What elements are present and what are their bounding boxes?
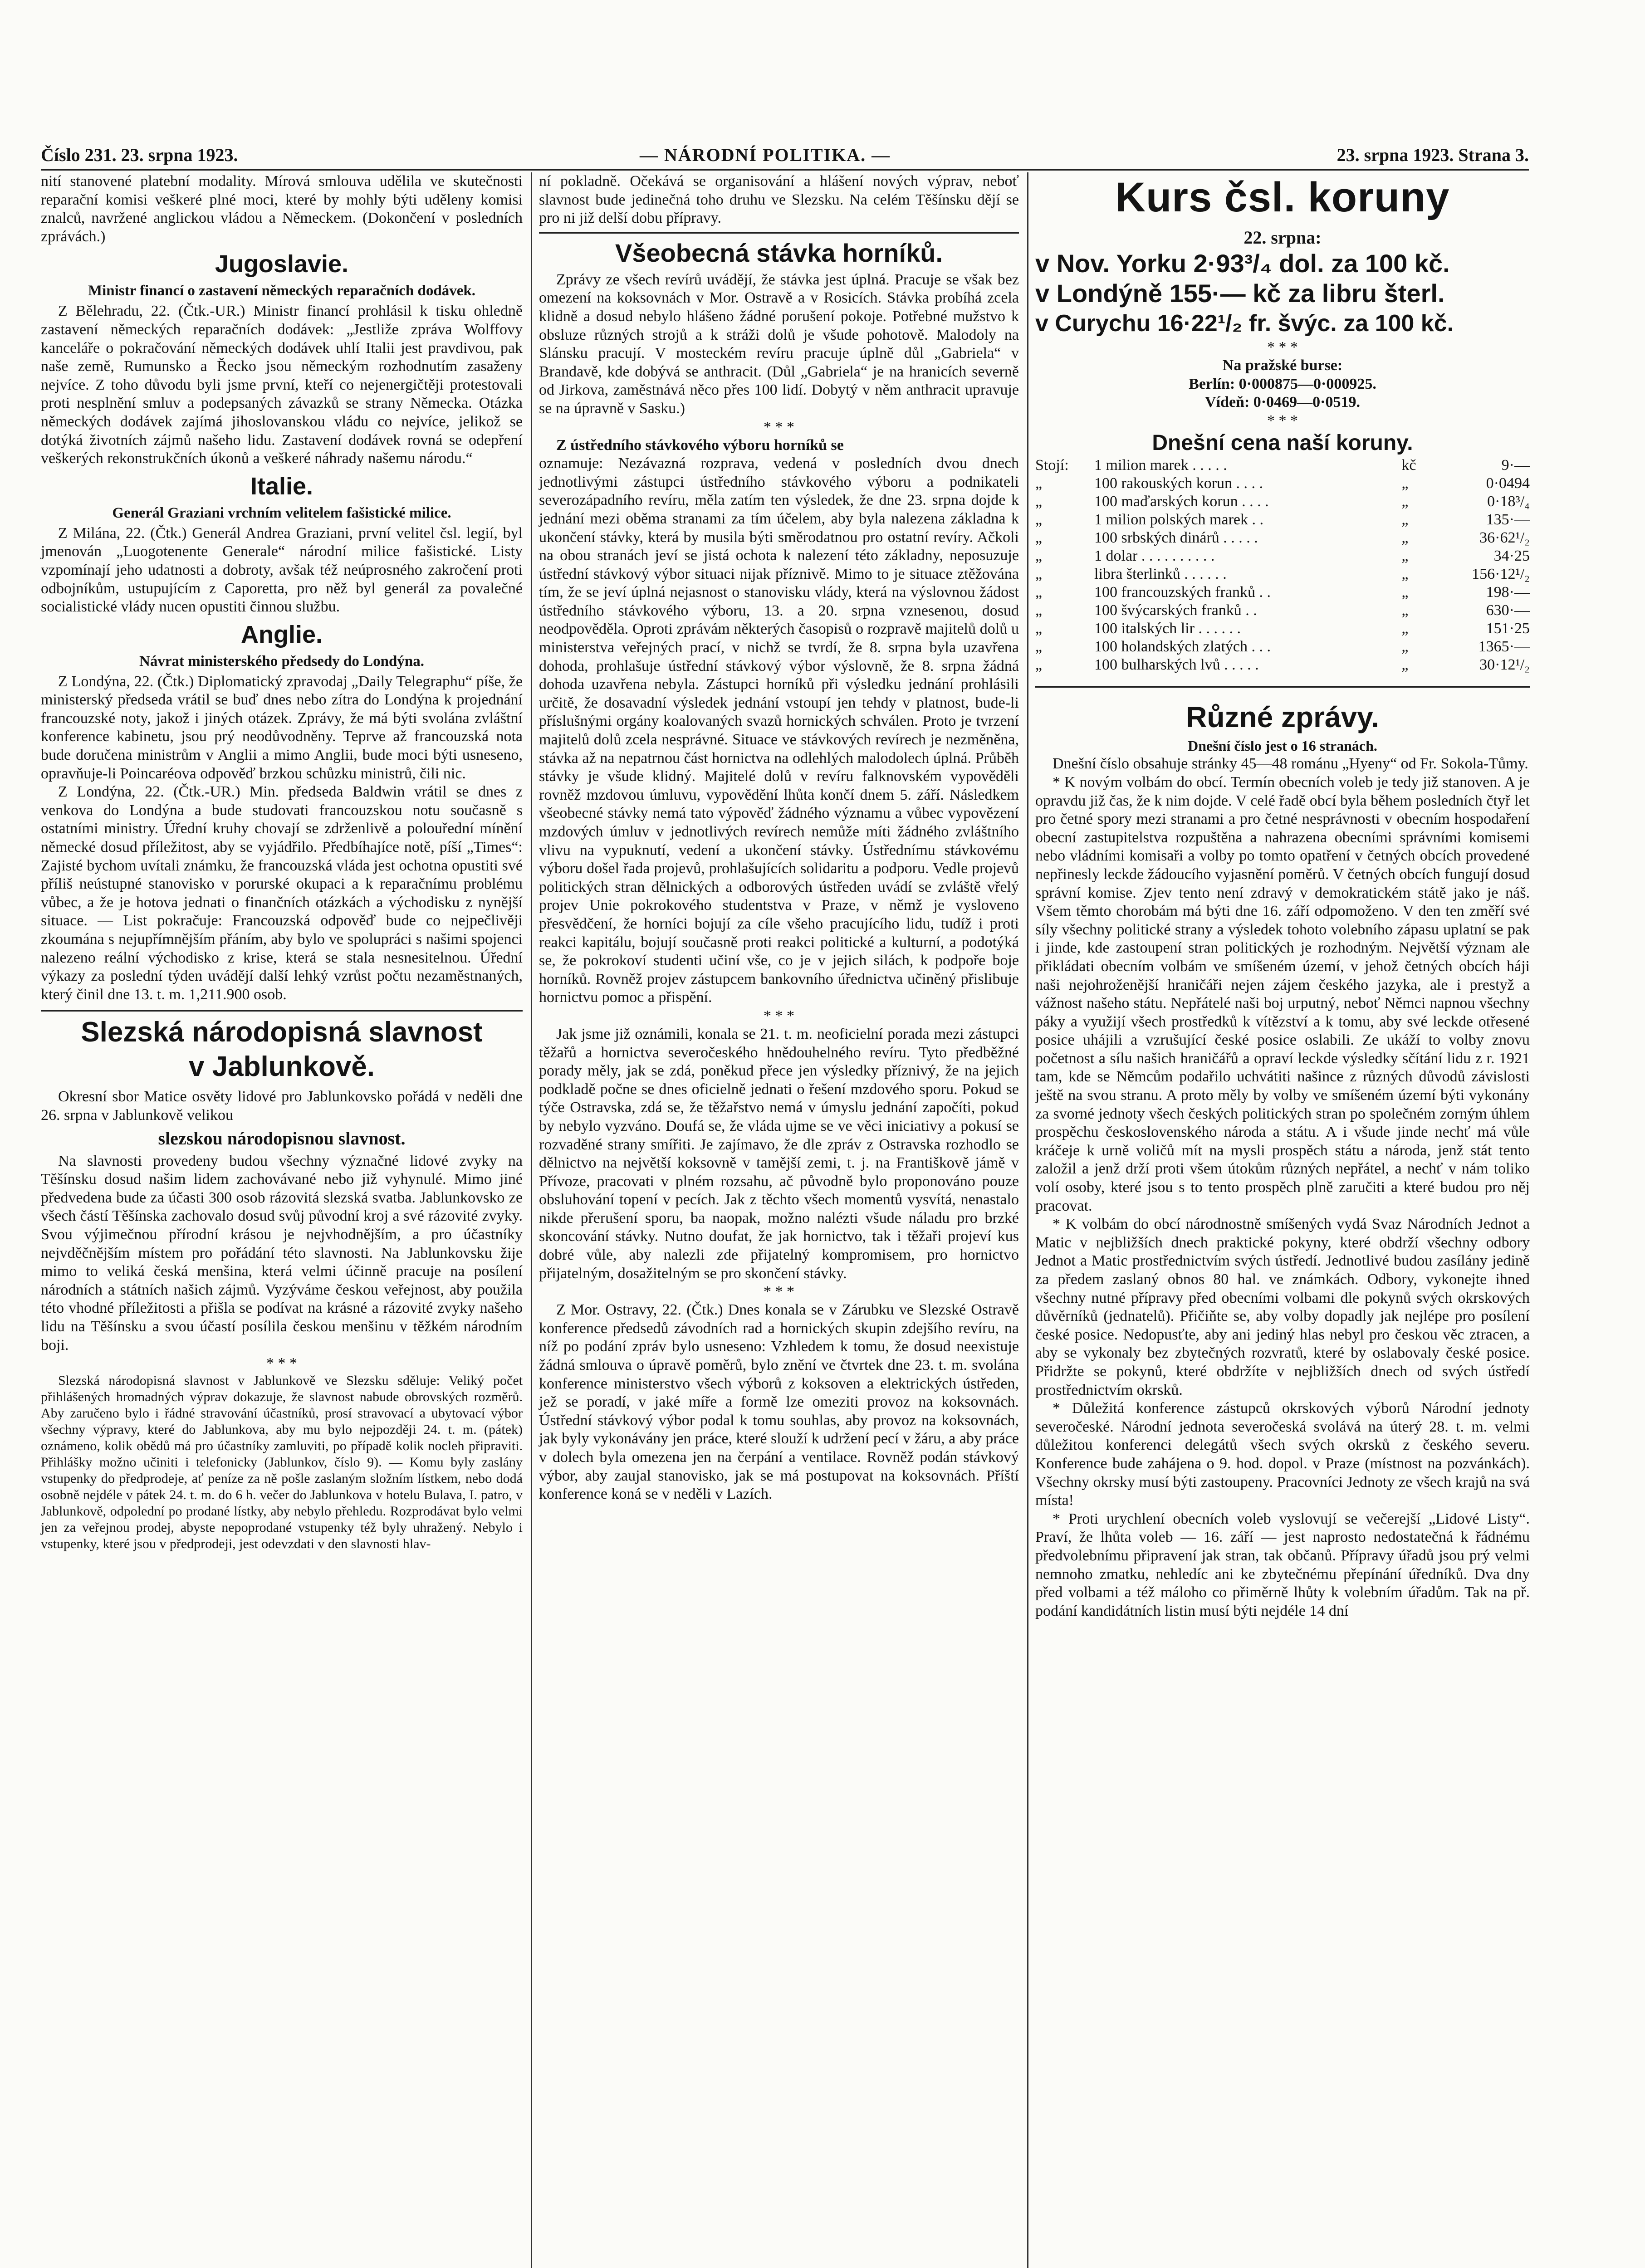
column-1	[41, 172, 523, 1552]
section-heading: Anglie.	[240, 621, 323, 648]
currency-unit: „	[1401, 547, 1409, 564]
currency-row	[1035, 583, 1530, 601]
subheading: Ministr financí o zastavení německých reparačních dodávek.	[88, 283, 475, 299]
currency-row-lead: Stojí:	[1035, 456, 1069, 474]
currency-row	[1035, 638, 1530, 656]
currency-value: 198·—	[1486, 583, 1530, 601]
subheading: slezskou národopisnou slavnost.	[158, 1128, 406, 1149]
currency-row-lead: „	[1035, 583, 1043, 601]
currency-row	[1035, 547, 1530, 565]
paragraph: * K volbám do obcí národnostně smíšených vydá Svaz Národních Jednot a Matic v nejbližších dnech praktické pokyny, které obdrží všechny odbory Jednot a Matic prostřednictvím svých ústředí. Jednotlivé budou zasílány jedině za předem zaslaný obnos 80 hal. ve známkách. Odbory, vykonejte ihned všechny nutné přípravy před obecními volbami dle pokynů svých okrskových důvěrníků (jednatelů). Přičiňte se, aby volby dopadly jak nejlépe pro posílení české posice. Nedopusťte, aby ani jediný hlas nebyl pro českou věc ztracen, a aby se vykonaly bez zbytečných rozvratů, které by oslabovaly české posice. Přidržte se pokynů, které obdržíte v nejbližších dnech od svých ústředí prostřednictvím okrsků.	[1035, 1216, 1530, 1398]
divider	[1035, 686, 1530, 688]
currency-item: 100 maďarských korun . . . .	[1094, 493, 1269, 510]
currency-unit: „	[1401, 474, 1409, 492]
paragraph: Z Londýna, 22. (Čtk.) Diplomatický zpravodaj „Daily Telegraphu“ píše, že ministerský předseda vrátil se buď dnes nebo zítra do Londýna k projednání francouzské noty, jakož i jiných otázek. Zprávy, že má býti svolána zvláštní konference kabinetu, jsou prý neodůvodněny. Teprve až francouzská nota bude doručena ministrům v Anglii a mimo Anglii, bude moci býti usneseno, opravňuje-li Poincaréova odpověď brzkou schůzku ministrů, čili nic.	[41, 673, 523, 782]
currency-row	[1035, 456, 1530, 474]
rate-new-york: v Nov. Yorku 2·93³/₄ dol. za 100 kč.	[1035, 249, 1450, 278]
separator-stars: * * *	[1267, 339, 1298, 356]
paragraph-lead: Z ústředního stávkového výboru horníků se	[556, 436, 844, 454]
currency-value: 630·—	[1486, 601, 1530, 619]
section-heading: Jugoslavie.	[215, 250, 349, 278]
currency-unit: „	[1401, 529, 1409, 546]
currency-row	[1035, 656, 1530, 674]
currency-value: 9·—	[1501, 456, 1530, 474]
paragraph: * Důležitá konference zástupců okrskových výborů Národní jednoty severočeské. Národní jednota severočeská svolává na úterý 28. t. m. velmi důležitou konferenci delegátů všech svých okrsků z českého severu. Konference bude zahájena o 9. hod. dopol. v Praze (místnost na pozvánkách). Všechny okrsky musí býti zastoupeny. Pracovníci Jednoty ze všech krajů na svá místa!	[1035, 1400, 1530, 1509]
divider	[41, 1010, 523, 1012]
currency-row-lead: „	[1035, 547, 1043, 564]
currency-item: libra šterlinků . . . . . .	[1094, 565, 1227, 582]
section-heading: Italie.	[250, 472, 313, 500]
currency-row-lead: „	[1035, 565, 1043, 582]
currency-unit: „	[1401, 583, 1409, 601]
column-3	[1035, 172, 1530, 1620]
burse-title: Na pražské burse:	[1222, 357, 1343, 374]
currency-row-lead: „	[1035, 511, 1043, 528]
currency-item: 1 dolar . . . . . . . . . .	[1094, 547, 1215, 564]
currency-unit: „	[1401, 601, 1409, 619]
currency-row-lead: „	[1035, 529, 1043, 546]
paragraph: * K novým volbám do obcí. Termín obecních voleb je tedy již stanoven. A je opravdu již čas, že k nim dojde. V celé řadě obcí byla během posledních čtyř let pro četné spory mezi stranami a pro četné nesprávnosti v obecním hospodaření obecní zastupitelstva rozpuštěna a nahrazena obecními správními komisemi nebo vládními komisaři a volby po tomto opatření v četných obcích provedené nepřinesly leckde žádoucího vyjasnění poměrů. V četných obcích fungují dosud správní komise. Zjev tento není zdravý v demokratickém státě jako je náš. Všem těmto chorobám má býti dne 16. září odpomoženo. V den ten změří své síly všechny politické strany a výsledek tohoto volebního zápasu uplatní se pak i jinde, kde zastoupení stran politických je rozhodným. Největší význam ale přikládati obecním volbám ve smíšeném území, v jehož četných obcích háji naši nejohroženější hraničáři nejen zájem českého jazyka, ale i prestyž a vážnost našeho státu. Nepřátelé naši boj urputný, neboť Němci napnou všechny páky a využijí všech prostředků k vítězství a k tomu, aby své leckde otřesené posice uhájili a vzrušující české posice oslabili. Ze ukáží to volby znovu početnost a sílu našich hraničářů a opraví leckde výsledky sčítání lidu z r. 1921 tam, kde se Němcům podařilo uchvátiti našince z různých důvodů závislosti ještě na svou stranu. A proto měly by volby ve smíšeném území býti vykonány za svorné jednoty všech českých politických stran po společném zorným úhlem prospěchu československého národa a státu. A i všude jinde nechť má vůle kráčeje k urně voličů mít na mysli prospěch státu a národa, jenž stát tento založil a jenž drží proti všem útokům různých nepřátel, a nechť v nám toliko volí osoby, které jsou s to tento prospěch plně zaručiti a které budou pro něj pracovat.	[1035, 773, 1530, 1214]
currency-row	[1035, 493, 1530, 511]
paragraph: Z Londýna, 22. (Čtk.-UR.) Min. předseda Baldwin vrátil se dnes z venkova do Londýna a bude studovati francouzskou notu současně s ostatními ministry. Úřední kruhy chovají se zdrženlivě a polouřední mínění německé dosud příležitost, aby se vyjádřilo. Předbíhajíce notě, píší „Times“: Zajisté bychom uvítali známku, že francouzská vláda jest ochotna opustiti své příliš neústupné stanovisko v porurské okupaci a k reparačnímu problému vůbec, a že je hotova jednati o finančních otázkách a východisku z nynější situace. — List pokračuje: Francouzská odpověď bude co nejpečlivěji zkoumána s nejupřímnějším přáním, aby bylo ve spolupráci s našimi spojenci nalezeno reální východisko z krise, která se stala nesnesitelnou. Úřední výkazy za poslední týden uvádějí další lehký vzrůst počtu nezaměstnaných, který činil dne 13. t. m. 1,211.900 osob.	[41, 783, 523, 1003]
paragraph: Z Mor. Ostravy, 22. (Čtk.) Dnes konala se v Zárubku ve Slezské Ostravě konference předsedů závodních rad a hornických skupin zdejšího revíru, na níž po podání zpráv bylo usneseno: Vzhledem k tomu, že dosud neexistuje žádná smlouva o úpravě poměrů, bylo znění ve čtvrtek dne 23. t. m. svolána konference ministerstvo všech výborů z koksoven a elektrických ústředen, jež se poradí, v jaké míře a formě lze omeziti provoz na koksovnách. Ústřední stávkový výbor podal k tomu souhlas, aby provoz na koksovnách, jak byly vykonávány jen práce, které slouží k udržení pecí v žáru, a aby práce v dolech byla omezena jen na čerpání a ventilace. Rovněž podán stávkový výbor, aby zaujal stanovisko, jak se má postupovat na koksovnách. Příští konference koná se v neděli v Lazích.	[539, 1301, 1019, 1503]
currency-row	[1035, 474, 1530, 493]
burse-berlin: Berlín: 0·000875—0·000925.	[1189, 375, 1376, 392]
article-title: Všeobecná stávka horníků.	[615, 238, 943, 267]
column-divider-1	[531, 172, 532, 2268]
currency-value: 0·18³/₄	[1487, 493, 1530, 510]
currency-row-lead: „	[1035, 620, 1043, 637]
currency-unit: „	[1401, 620, 1409, 637]
header-rule	[41, 169, 1529, 171]
paragraph: Dnešní číslo obsahuje stránky 45—48 románu „Hyeny“ od Fr. Sokola-Tůmy.	[1053, 755, 1528, 772]
currency-value: 34·25	[1493, 547, 1530, 564]
paragraph: Slezská národopisná slavnost v Jablunkově ve Slezsku sděluje: Veliký počet přihlášených hromadných výprav dokazuje, že slavnost nabude obrovských rozměrů. Aby zaručeno bylo i řádné stravování účastníků, prosí stravovací a ubytovací výbor všechny výpravy, které do Jablunkova, aby mu bylo nejpozději 24. t. m. (pátek) oznámeno, kolik obědů má pro účastníky zamluviti, po případě kolik nocleh připraviti. Přihlášky možno učiniti i telefonicky (Jablunkov, číslo 9). — Komu byly zaslány vstupenky do předprodeje, ať peníze za ně pošle zaslaným složním lístkem, nebo dodá osobně nejdéle v pátek 24. t. m. do 6 h. večer do Jablunkova v hotelu Bulava, I. patro, v Jablunkově, odpolední po prodané lístky, aby nebylo přehledu. Rozprodávat bylo velmi jen za veřejnou prodej, abyste nepoprodané vstupenky též byly uhražený. Nebylo i vstupenky, které jsou v předprodeji, jest odevzdati v den slavnosti hlav-	[41, 1373, 523, 1552]
column-divider-2	[1027, 172, 1028, 2268]
currency-unit: „	[1401, 565, 1409, 582]
currency-value: 151·25	[1486, 620, 1530, 637]
currency-item: 100 francouzských franků . .	[1094, 583, 1271, 601]
currency-unit: „	[1401, 493, 1409, 510]
paragraph: Zprávy ze všech revírů uvádějí, že stávka jest úplná. Pracuje se však bez omezení na koksovnách v Mor. Ostravě a v Rosicích. Stávka probíhá zcela klidně a dosud nebylo hlášeno žádné porušení pokoje. Potřebné mužstvo k obsluze různých strojů a k stráži dolů je všude pohotově. Malodoly na Slánsku pracují. V mosteckém revíru pracuje úplně důl „Gabriela“ v Brandavě, kde dobývá se anthracit. (Důl „Gabriela“ je na hranicích severně od Jirkova, zaměstnává něco přes 100 lidí. Dobytý v něm anthracit upravuje se na úpravně v Sasku.)	[539, 271, 1019, 417]
currency-row-lead: „	[1035, 493, 1043, 510]
issue-info: Číslo 231. 23. srpna 1923.	[41, 145, 238, 165]
rate-zurich: v Curychu 16·22¹/₂ fr. švýc. za 100 kč.	[1035, 310, 1454, 337]
currency-item: 100 rakouských korun . . . .	[1094, 474, 1263, 492]
exchange-rate-title: Kurs čsl. koruny	[1115, 174, 1450, 220]
divider	[539, 232, 1019, 234]
currency-row	[1035, 565, 1530, 583]
exchange-rates	[1035, 249, 1530, 338]
currency-unit: kč	[1401, 456, 1416, 474]
section-heading: Různé zprávy.	[1186, 700, 1379, 733]
page-header	[41, 144, 1529, 171]
paragraph: ní pokladně. Očekává se organisování a hlášení nových výprav, neboť slavnost bude jedinečná toho druhu ve Slezsku. Na celém Těšínsku dějí se pro ni již delší dobu přípravy.	[539, 173, 1019, 227]
currency-table	[1035, 456, 1530, 674]
paragraph: Na slavnosti provedeny budou všechny význačné lidové zvyky na Těšínsku dosud našim lidem zachovávané nebo již vyhynulé. Mimo jiné předvedena bude za účasti 300 osob rázovitá slezská svatba. Jablunkovsko ze všech částí Těšínska zachovalo dosud svůj původní kroj a své rázovité zvyky. Svou výjimečnou přírodní krásou je nejvhodnějším, a pro účastníky nejvděčnějším místem pro pořádání této slavnosti. Na Jablunkovsku žije mimo to veliká česká menšina, která velmi účinně pracuje na posílení národních a státních našich zájmů. Vyzýváme českou veřejnost, aby použila této vhodné příležitosti a přišla se podívat na krásné a rázovité zvyky našeho lidu na Těšínsku a svou účastí posílila českou menšinu v těžkém národním boji.	[41, 1152, 523, 1354]
burse-vienna: Vídeň: 0·0469—0·0519.	[1205, 394, 1360, 411]
currency-item: 100 italských lir . . . . . .	[1094, 620, 1241, 637]
paragraph: * Proti urychlení obecních voleb vyslovují se večerejší „Lidové Listy“. Praví, že lhůta voleb — 16. září — jest naprosto nedostatečná k řádnému předvolebnímu připravení jak stran, tak občanů. Přípravy úřadů jsou prý velmi nemnoho zmatku, nehledíc ani ke zbytečnému přepínání úředníků. Dva dny před volbami a též máloho co přiměrně lhůty k volebním úřadům. Tak na př. podání kandidátních listin musí býti nejdéle 14 dní	[1035, 1510, 1530, 1619]
separator-stars: * * *	[1267, 412, 1298, 429]
currency-item: 100 holandských zlatých . . .	[1094, 638, 1271, 655]
currency-table-title: Dnešní cena naší koruny.	[1152, 430, 1413, 455]
separator-stars: * * *	[764, 1007, 794, 1024]
paragraph: Okresní sbor Matice osvěty lidové pro Jablunkovsko pořádá v neděli dne 26. srpna v Jablunkově velikou	[41, 1088, 523, 1124]
paragraph: Z Milána, 22. (Čtk.) Generál Andrea Graziani, první velitel čsl. legií, byl jmenován „Luogotenente Generale“ národní milice fašistické. Listy vzpomínají jeho udatnosti a dobroty, avšak též neúprosného zakročení proti odbojníkům, ustupujícím z Caporetta, pro něž byl generál za povalečné socialistické vlády nucen opustiti činnou službu.	[41, 524, 523, 616]
currency-row-lead: „	[1035, 638, 1043, 655]
currency-row-lead: „	[1035, 656, 1043, 673]
article-title: Slezská národopisná slavnost	[81, 1017, 483, 1048]
currency-value: 1365·—	[1478, 638, 1530, 655]
currency-unit: „	[1401, 638, 1409, 655]
currency-value: 36·62¹/₂	[1479, 529, 1530, 546]
currency-unit: „	[1401, 656, 1409, 673]
currency-item: 1 milion marek . . . . .	[1094, 456, 1227, 474]
currency-value: 0·0494	[1486, 474, 1530, 492]
paragraph: nití stanovené platební modality. Mírová smlouva udělila ve skutečnosti reparační komisi veškeré plné moci, které by mohly býti uděleny komisi znalců, navržené anglickou vládou a Německem. (Dokončení v posledních zprávách.)	[41, 173, 523, 245]
currency-item: 100 bulharských lvů . . . . .	[1094, 656, 1259, 673]
rate-london: v Londýně 155·— kč za libru šterl.	[1035, 279, 1445, 308]
currency-row	[1035, 620, 1530, 638]
masthead: — NÁRODNÍ POLITIKA. —	[640, 145, 891, 165]
currency-value: 30·12¹/₂	[1479, 656, 1530, 673]
paragraph: Jak jsme již oznámili, konala se 21. t. m. neoficielní porada mezi zástupci těžařů a hornictva severočeského hnědouhelného revíru. Tyto předběžné porady měly, jak se zdá, poněkud přece jen výsledky příznivý, že na jejich podkladě počne se dnes oficielně jednati o řešení mzdového sporu. Pokud se týče Ostravska, zdá se, že těžařstvo nemá v úmyslu jednání započíti, pokud by nebylo vyzváno. Doufá se, že vláda ujme se ve věci iniciativy a pokusí se rozvaděné strany smířiti. Je zajímavo, že dle zpráv z Ostravska rozhodlo se dělnictvo na největší koksovně v tamější zemi, t. j. na Františkově jámě v Přívoze, pracovati v plném rozsahu, ač původně bylo proponováno pouze obsluhování topení v pecích. Jak z těchto všech momentů vysvítá, nenastalo nikde přerušení sporu, ba naopak, možno nalézti všude náladu pro brzké skoncování stávky. Nutno doufat, že jak hornictvo, tak i těžaři projeví kus dobré vůle, aby nalezli zde přijatelný kompromisem, pro hornictvo přijatelným, dosažitelným se pro skončení stávky.	[539, 1025, 1019, 1282]
separator-stars: * * *	[764, 1283, 794, 1300]
currency-value: 135·—	[1486, 511, 1530, 528]
currency-row	[1035, 529, 1530, 547]
paragraph: Z Bělehradu, 22. (Čtk.-UR.) Ministr financí prohlásil k tisku ohledně zastavení německých reparačních dodávek: „Jestliže zpráva Wolffovy kanceláře o pokračování německých dodávek uhlí Italii jest pravdivou, pak naše země, Rumunsko a Řecko jsou německým rozhodnutím zasaženy nejvíce. Z toho důvodu byli jsme první, kteří co nejenergičtěji protestovali proti nesplnění smluv a podepsaných závazků se strany Německa. Otázka německých dodávek zajímá jihoslovanskou vládu co nejvíce, jelikož se dotýká životních zájmů našeho lidu. Zastavení dodávek rovná se odepření veškerých rekonstrukčních úkonů a veškeré náhrady našemu národu.“	[41, 303, 523, 467]
separator-stars: * * *	[764, 418, 794, 435]
currency-row-lead: „	[1035, 601, 1043, 619]
currency-item: 1 milion polských marek . .	[1094, 511, 1264, 528]
column-2	[539, 172, 1019, 1504]
currency-table-body	[1035, 456, 1530, 674]
article-title: v Jablunkově.	[188, 1051, 375, 1083]
currency-row	[1035, 511, 1530, 529]
rate-date: 22. srpna:	[1244, 227, 1322, 248]
paragraph: oznamuje: Nezávazná rozprava, vedená v posledních dvou dnech jednotlivými zástupci ústředního stávkového výboru a podnikateli severozápadního revíru, měla zatím ten výsledek, že dne 23. srpna dojde k jednání mezi oběma stranami za tím účelem, aby byla nalezena základna k ukončení stávky, která by musila býti směrodatnou pro ostatní revíry. Ačkoli na obou stranách jeví se jistá ochota k nalezení této základny, neposuzuje ústřední stávkový výbor situaci nijak příznivě. Mimo to je situace ztěžována tím, že se jeví úplná nejasnost o stanovisku vlády, která na výslovnou žádost ústředního stávkového výboru, 13. a 20. srpna vznesenou, dosud neodpověděla. Oproti zprávám některých časopisů o rozpravě majitelů dolů u ministerstva veřejných prací, v nichž se tvrdí, že 8. srpna byla uzavřena dohoda, prohlašuje ústřední stávkový výbor výslovně, že 8. srpna žádná dohoda uzavřena nebyla. Zástupci horníků při výsledku jednání prohlásili určitě, že dosavadní výsledek jednání vstoupí jen tehdy v platnost, bude-li příslušnými orgány koalovaných svazů hornických schválen. Proto je tvrzení majitelů dolů zcela nesprávné. Situace ve stávkových revírech je nezměněna, stávka až na nepatrnou část hornictva na odlehlých malodolech úplná. Průběh stávky je všude klidný. Majitelé dolů v revíru falknovském vypověděli rovněž mzdovou úmluvu, vypovědění lhůta končí dnem 5. září. Následkem všeobecné stávky nemá tato výpověď žádného významu a vůbec vypovězení mzdových úmluv v jednotlivých revírech nemůže míti žádného zvláštního vlivu na vypuknutí, vedení a ukončení stávky. Ústřednímu stávkovému výboru došel řada projevů, prohlašujících solidaritu a podporu. Vedle projevů politických stran dělnických a odborových ústředen uvádí se zvláště vřelý projev Unie pokrokového studentstva v Praze, v němž je vysloveno přesvědčení, že horníci bojují za cíle všeho pracujícího lidu, tudíž i proti reakci kapitálu, bojují současně proti reakci politické a kulturní, a podotýká se, že pokrokoví studenti učiní vše, co je v jejich silách, k podpoře boje horníků. Rovněž projev zástupcem bankovního úřednictva učiněný přislibuje hornictvu pomoc a přispění.	[539, 455, 1019, 1006]
currency-row	[1035, 601, 1530, 620]
currency-item: 100 srbských dinárů . . . . .	[1094, 529, 1258, 546]
paragraph: Dnešní číslo jest o 16 stranách.	[1188, 737, 1377, 754]
currency-unit: „	[1401, 511, 1409, 528]
subheading: Návrat ministerského předsedy do Londýna.	[139, 653, 424, 670]
subheading: Generál Graziani vrchním velitelem fašistické milice.	[112, 504, 451, 521]
currency-row-lead: „	[1035, 474, 1043, 492]
currency-item: 100 švýcarských franků . .	[1094, 601, 1257, 619]
separator-stars: * * *	[266, 1355, 297, 1372]
page-number: 23. srpna 1923. Strana 3.	[1337, 145, 1529, 165]
currency-value: 156·12¹/₂	[1472, 565, 1530, 582]
